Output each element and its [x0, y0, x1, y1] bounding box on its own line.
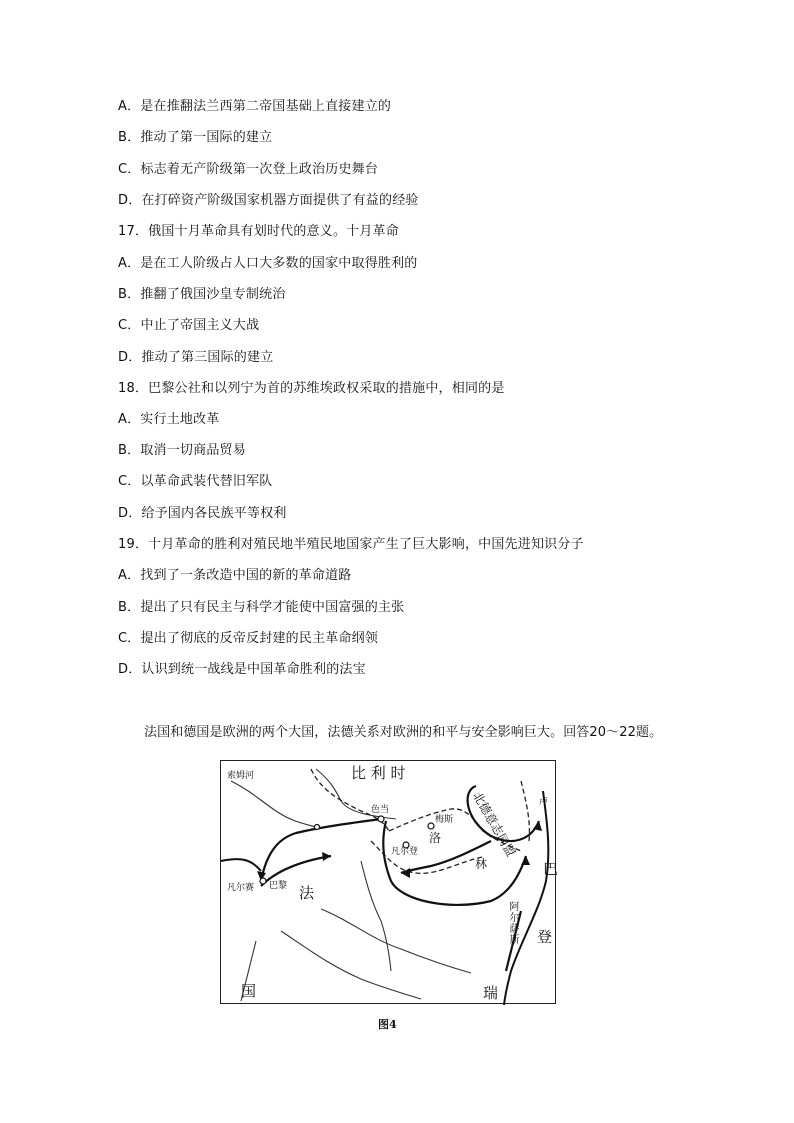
label-alsace: 阿尔萨斯 [507, 901, 518, 945]
q17-option-c: C．中止了帝国主义大战 [118, 318, 260, 333]
arrow-head [322, 852, 331, 861]
label-lux: 卢 [539, 797, 549, 807]
arrow-head [521, 856, 530, 865]
label-sedan: 色当 [371, 805, 390, 815]
label-river: 索姆河 [227, 771, 255, 781]
label-paris: 巴黎 [269, 881, 288, 891]
label-germany-ba: 巴 [543, 860, 559, 878]
map-figure [220, 760, 559, 1004]
q16-option-a: A．是在推翻法兰西第二帝国基础上直接建立的 [118, 99, 392, 114]
label-germany-deng: 登 [537, 928, 553, 946]
town-marker [378, 816, 384, 822]
q17-option-b: B．推翻了俄国沙皇专制统治 [118, 287, 286, 302]
q16-option-c: C．标志着无产阶级第一次登上政治历史舞台 [118, 162, 379, 177]
q17-stem: 17．俄国十月革命具有划时代的意义。十月革命 [118, 224, 399, 239]
river [321, 909, 471, 973]
q16-option-b: B．推动了第一国际的建立 [118, 130, 273, 145]
label-lorraine-lin: 林 [475, 857, 488, 871]
river [281, 931, 421, 999]
q18-stem: 18．巴黎公社和以列宁为首的苏维埃政权采取的措施中，相同的是 [118, 381, 505, 396]
town-marker [260, 878, 266, 884]
q17-option-d: D．推动了第三国际的建立 [118, 350, 274, 365]
frontier-line [504, 791, 548, 1005]
q19-option-d: D．认识到统一战线是中国革命胜利的法宝 [118, 662, 366, 677]
q19-option-b: B．提出了只有民主与科学才能使中国富强的主张 [118, 600, 405, 615]
town-marker [315, 825, 320, 830]
label-metz: 梅斯 [435, 815, 454, 825]
river [361, 861, 391, 971]
figure-caption: 图4 [378, 1018, 397, 1031]
label-france-fa: 法 [299, 884, 315, 902]
label-swiss: 瑞 [483, 984, 499, 1002]
q18-option-c: C．以革命武装代替旧军队 [118, 474, 273, 489]
q17-option-a: A．是在工人阶级占人口大多数的国家中取得胜利的 [118, 256, 418, 271]
label-france-guo: 国 [241, 982, 257, 1000]
label-verdun: 凡尔登 [391, 847, 419, 857]
label-versailles: 凡尔赛 [227, 883, 255, 893]
border-germany [521, 781, 529, 841]
q19-option-c: C．提出了彻底的反帝反封建的民主革命纲领 [118, 631, 379, 646]
label-belgium: 比 利 时 [351, 764, 406, 782]
q18-option-b: B．取消一切商品贸易 [118, 443, 246, 458]
q18-option-d: D．给予国内各民族平等权利 [118, 506, 287, 521]
town-marker [428, 823, 434, 829]
q16-option-d: D．在打碎资产阶级国家机器方面提供了有益的经验 [118, 193, 419, 208]
label-north-german: 北德意志同盟 [470, 789, 519, 859]
river [231, 781, 316, 827]
question-group-intro: 法国和德国是欧洲的两个大国，法德关系对欧洲的和平与安全影响巨大。回答20～22题。 [144, 725, 663, 740]
north-coast [221, 859, 261, 871]
q19-stem: 19．十月革命的胜利对殖民地半殖民地国家产生了巨大影响，中国先进知识分子 [118, 537, 584, 552]
label-lorraine-luo: 洛 [429, 831, 442, 845]
q19-option-a: A．找到了一条改造中国的新的革命道路 [118, 568, 352, 583]
q18-option-a: A．实行土地改革 [118, 412, 220, 427]
